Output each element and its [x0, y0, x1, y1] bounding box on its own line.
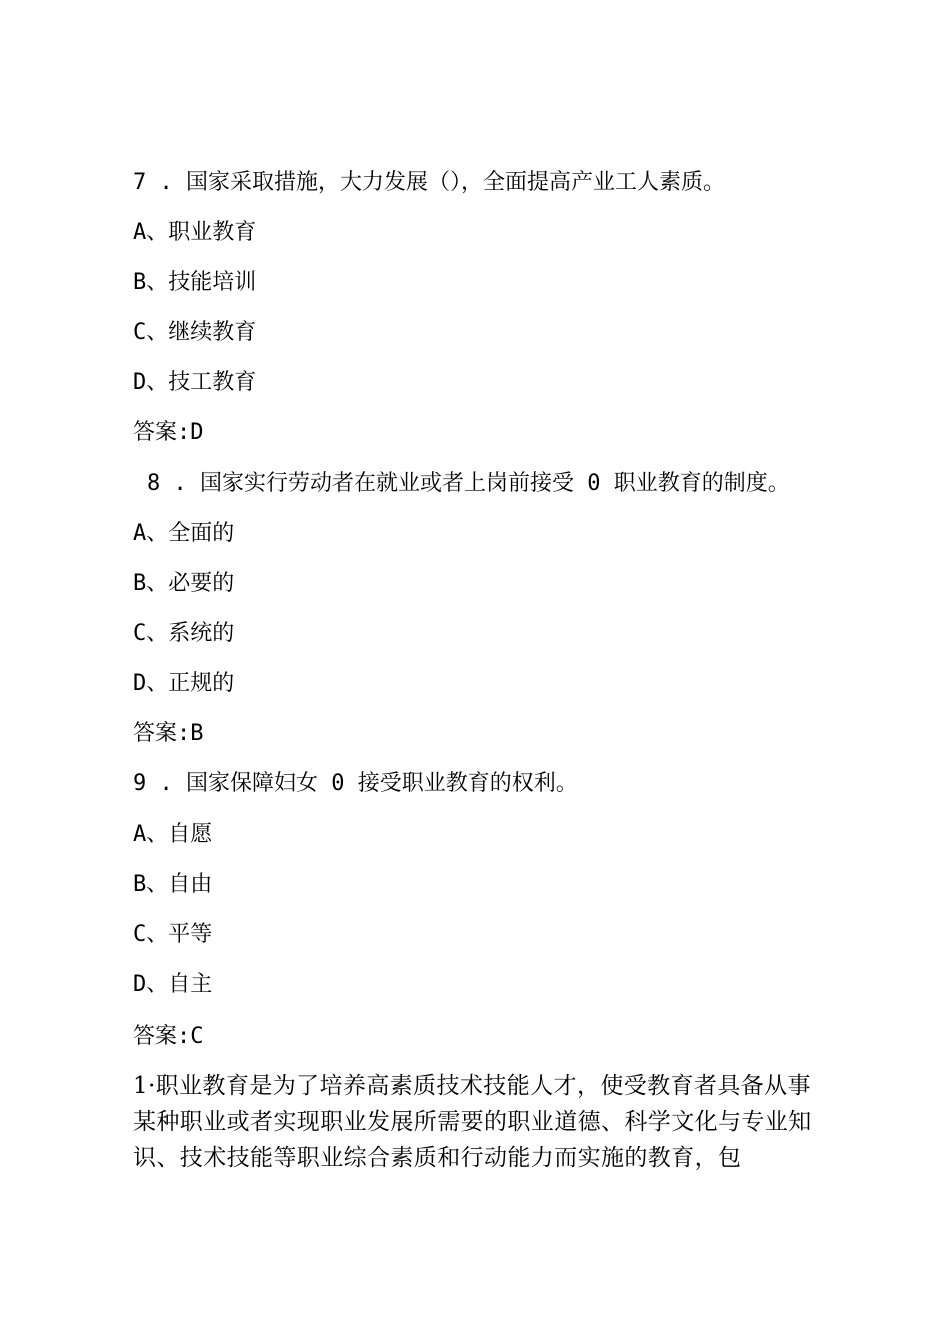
question-7-option-a: A、职业教育: [133, 220, 257, 245]
question-7-option-c: C、继续教育: [133, 320, 257, 345]
question-9-option-c: C、平等: [133, 922, 213, 947]
question-7-option-b: B、技能培训: [133, 270, 257, 295]
definition-paragraph: 1·职业教育是为了培养高素质技术技能人才，使受教育者具备从事某种职业或者实现职业发展所需要的职业道德、科学文化与专业知识、技术技能等职业综合素质和行动能力而实施的教育，包: [133, 1073, 812, 1171]
question-8-option-c: C、系统的: [133, 621, 235, 646]
question-9-stem: 9 . 国家保障妇女 0 接受职业教育的权利。: [133, 771, 578, 796]
question-9-answer: 答案:C: [133, 1024, 204, 1049]
question-8-option-d: D、正规的: [133, 671, 235, 696]
question-8-answer: 答案:B: [133, 721, 204, 746]
question-7-answer: 答案:D: [133, 420, 204, 445]
question-7-stem: 7 . 国家采取措施，大力发展（），全面提高产业工人素质。: [133, 170, 725, 195]
question-9-option-a: A、自愿: [133, 822, 213, 847]
question-8-option-b: B、必要的: [133, 571, 235, 596]
question-8-stem: 8 . 国家实行劳动者在就业或者上岗前接受 0 职业教育的制度。: [147, 471, 790, 496]
question-9-option-d: D、自主: [133, 972, 213, 997]
question-7-option-d: D、技工教育: [133, 370, 257, 395]
question-8-option-a: A、全面的: [133, 521, 235, 546]
question-9-option-b: B、自由: [133, 872, 213, 897]
